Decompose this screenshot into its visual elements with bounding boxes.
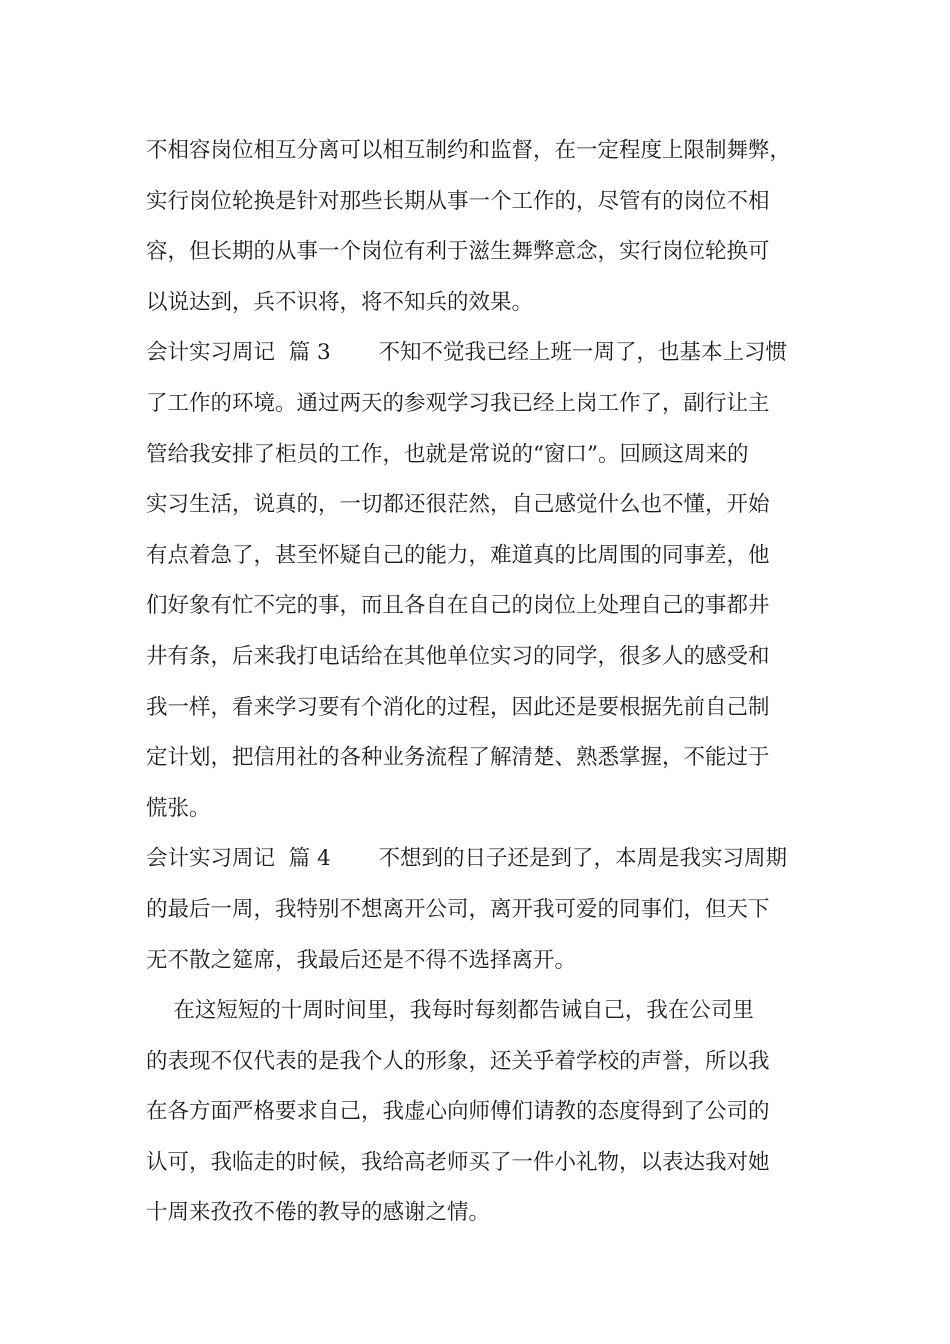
text-line: 容，但长期的从事一个岗位有利于滋生舞弊意念，实行岗位轮换可 bbox=[146, 239, 770, 265]
text-line: 井有条，后来我打电话给在其他单位实习的同学，很多人的感受和 bbox=[146, 643, 770, 669]
text-line: 以说达到，兵不识将，将不知兵的效果。 bbox=[146, 289, 534, 315]
section-heading-line: 会计实习周记 篇 3 不知不觉我已经上班一周了，也基本上习惯 bbox=[146, 340, 788, 366]
text-line: 慌张。 bbox=[146, 795, 211, 821]
body-text bbox=[146, 126, 846, 1239]
text-line: 有点着急了，甚至怀疑自己的能力，难道真的比周围的同事差，他 bbox=[146, 542, 770, 568]
text-line: 无不散之筵席，我最后还是不得不选择离开。 bbox=[146, 947, 577, 973]
text-line: 不相容岗位相互分离可以相互制约和监督，在一定程度上限制舞弊， bbox=[146, 138, 792, 163]
paragraph-first-line: 在这短短的十周时间里，我每时每刻都告诫自己，我在公司里 bbox=[146, 998, 754, 1024]
text-line: 实行岗位轮换是针对那些长期从事一个工作的，尽管有的岗位不相 bbox=[146, 188, 770, 214]
text-line: 实习生活，说真的，一切都还很茫然，自己感觉什么也不懂，开始 bbox=[146, 492, 770, 518]
text-line: 在各方面严格要求自己，我虚心向师傅们请教的态度得到了公司的 bbox=[146, 1099, 770, 1125]
text-line: 我一样，看来学习要有个消化的过程，因此还是要根据先前自己制 bbox=[146, 694, 770, 720]
text-line: 认可，我临走的时候，我给高老师买了一件小礼物，以表达我对她 bbox=[146, 1149, 770, 1175]
text-line: 十周来孜孜不倦的教导的感谢之情。 bbox=[146, 1200, 491, 1226]
text-line: 们好象有忙不完的事，而且各自在自己的岗位上处理自己的事都井 bbox=[146, 593, 770, 619]
text-line: 了工作的环境。通过两天的参观学习我已经上岗工作了，副行让主 bbox=[146, 390, 770, 416]
text-line: 的表现不仅代表的是我个人的形象，还关乎着学校的声誉，所以我 bbox=[146, 1048, 770, 1074]
text-line: 管给我安排了柜员的工作，也就是常说的“窗口”。回顾这周来的 bbox=[146, 441, 749, 467]
section-heading-line: 会计实习周记 篇 4 不想到的日子还是到了，本周是我实习周期 bbox=[146, 846, 788, 872]
text-line: 的最后一周，我特别不想离开公司，离开我可爱的同事们，但天下 bbox=[146, 896, 770, 922]
text-line: 定计划，把信用社的各种业务流程了解清楚、熟悉掌握，不能过于 bbox=[146, 745, 770, 771]
